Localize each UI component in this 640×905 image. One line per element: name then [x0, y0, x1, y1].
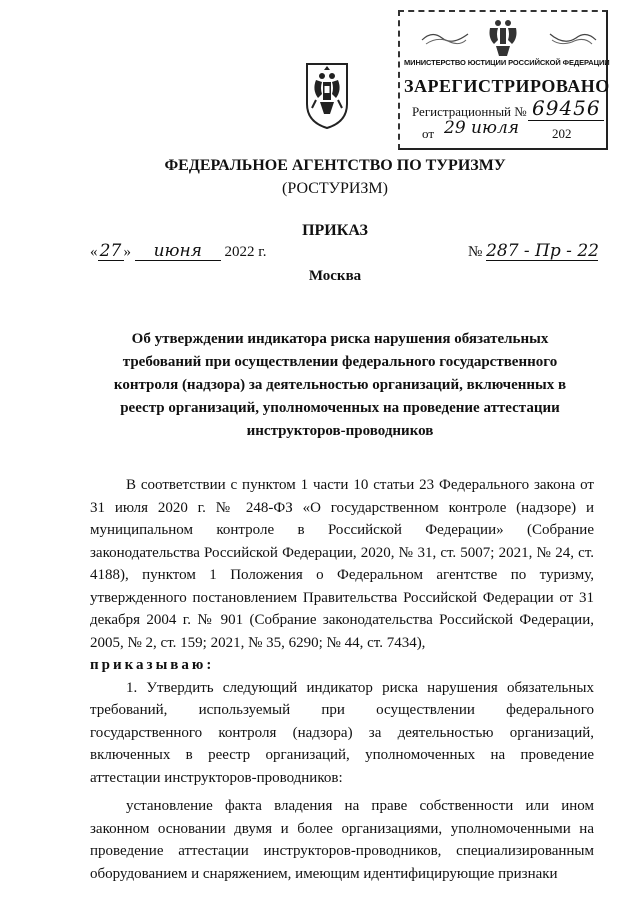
- order-number: [468, 242, 598, 261]
- preamble-paragraph: В соответствии с пунктом 1 части 10 статьи 23 Федерального закона от 31 июля 2020 г. № 248-ФЗ «О государственном контроле (надзоре) и муниципальном контроле в Российской Федерации» (Собрание законодательства Российской Федерации, 2020, № 31, ст. 5007; 2021, № 24, ст. 4188), пунктом 1 Положения о Федеральном агентстве по туризму, утвержденного постановлением Правительства Российской Федерации от 31 декабря 2004 г. № 901 (Собрание законодательства Российской Федерации, 2005, № 2, ст. 159; 2021, № 35, 6290; № 44, ст. 7434),: [90, 477, 594, 651]
- order-title: ПРИКАЗ: [302, 222, 368, 239]
- item-1-paragraph: 1. Утвердить следующий индикатор риска нарушения обязательных требований, используемый при осуществлении федерального государственного контроля (надзора) за деятельностью организаций, включенных в реестр организаций, уполномоченных на проведение аттестации инструкторов-проводников:: [90, 679, 594, 786]
- city: Москва: [308, 268, 362, 284]
- order-word-paragraph: [90, 654, 594, 677]
- date-close-quote: »: [123, 244, 131, 260]
- agency-short-name: (РОСТУРИЗМ): [282, 180, 388, 197]
- document-title: Об утверждении индикатора риска нарушения обязательных требований при осуществлении федерального государственного контроля (надзора) за деятельностью организаций, включенных в реестр организаций, уполномоченных на проведение аттестации инструкторов-проводников: [113, 331, 567, 439]
- document-body: [90, 468, 594, 885]
- stamp-ornament-left-icon: [420, 28, 470, 48]
- date-month: июня: [135, 242, 221, 261]
- stamp-emblem-icon: [486, 14, 520, 58]
- stamp-ornament-right-icon: [548, 28, 598, 48]
- date-open-quote: «: [90, 244, 98, 260]
- order-word: приказываю:: [90, 657, 215, 673]
- stamp-regno-value: 69456: [532, 96, 601, 120]
- indicator-paragraph: установление факта владения на праве собственности или ином законном основании двумя и более организациями, уполномоченными на проведение аттестации инструкторов-проводников, специализированным оборудованием и снаряжением, имеющим идентифицирующие признаки: [90, 798, 594, 882]
- stamp-date-value: 29 июля: [444, 118, 520, 138]
- number-label: №: [468, 244, 483, 260]
- stamp-year: 202: [552, 126, 572, 141]
- date-day: 27: [98, 242, 124, 261]
- stamp-registered-text: ЗАРЕГИСТРИРОВАНО: [404, 76, 610, 96]
- agency-name: ФЕДЕРАЛЬНОЕ АГЕНТСТВО ПО ТУРИЗМУ: [164, 157, 506, 174]
- stamp-regno-underline: [528, 120, 604, 121]
- stamp-from-label: от: [422, 126, 435, 141]
- date-year: 2022 г.: [224, 244, 267, 260]
- stamp-ministry-text: МИНИСТЕРСТВО ЮСТИЦИИ РОССИЙСКОЙ ФЕДЕРАЦИИ: [404, 58, 610, 67]
- coat-of-arms-emblem: [302, 60, 352, 130]
- stamp-regno-label: Регистрационный №: [412, 104, 527, 119]
- order-date: [90, 242, 266, 261]
- number-value: 287 - Пр - 22: [486, 241, 599, 261]
